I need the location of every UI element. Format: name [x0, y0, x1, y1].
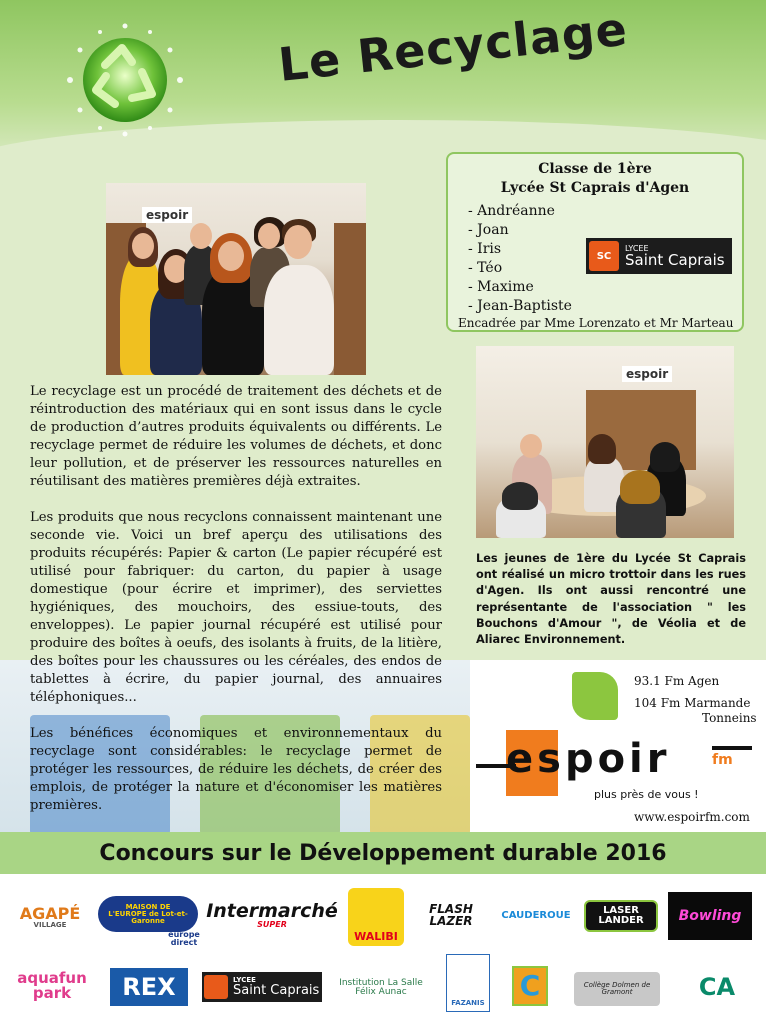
list-item: - Téo — [468, 260, 503, 276]
lycee-logo-big: Saint Caprais — [625, 250, 725, 269]
lycee-saint-caprais-logo — [586, 238, 732, 274]
hair — [620, 470, 660, 504]
person — [264, 265, 334, 375]
radio-panel — [470, 660, 766, 832]
espoir-sign: espoir — [142, 207, 192, 223]
radio-url: www.espoirfm.com — [634, 810, 750, 824]
group-photo — [106, 183, 366, 375]
face — [132, 233, 154, 259]
intermarche-name: Intermarché — [206, 899, 338, 922]
face — [284, 225, 312, 259]
class-info-box — [446, 152, 744, 332]
face — [258, 223, 280, 249]
frequency-agen: 93.1 Fm Agen — [634, 674, 720, 688]
article-paragraph: Le recyclage est un procédé de traitement des déchets et de réintroduction des matériaux qui en sont issus dans le cycle de production d’autres produits équivalents ou différents. Le recyclage permet de réduire les volumes de déchets, et donc leur pollution, et de préserver les ressources naturelles en réutilisant des matières premières déjà extraites. — [30, 384, 442, 489]
c-logo: C — [512, 966, 548, 1006]
fazanis-logo: FAZANIS — [446, 954, 490, 1012]
lycee-saint-caprais-sponsor-logo — [202, 972, 322, 1002]
logo-bar — [712, 746, 752, 750]
recycle-globe-icon — [60, 20, 190, 140]
contest-banner: Concours sur le Développement durable 2016 — [0, 832, 766, 874]
frequency-marmande: 104 Fm Marmande — [634, 696, 751, 710]
intermarche-logo — [204, 896, 340, 934]
lycee-sponsor-small: LYCEE — [233, 976, 256, 984]
college-dolmen-logo: Collège Dolmen de Gramont — [574, 972, 660, 1006]
agape-logo — [10, 892, 90, 942]
rex-logo: REX — [110, 968, 188, 1006]
frequency-tonneins: Tonneins — [702, 711, 757, 725]
felix-aunac-logo: Institution La Salle Félix Aunac — [339, 978, 423, 997]
face — [520, 434, 542, 458]
credit-agricole-logo: CA — [698, 973, 736, 1001]
logo-fm: fm — [712, 752, 733, 768]
lycee-sponsor-big: Saint Caprais — [233, 983, 320, 998]
hair — [650, 442, 680, 472]
list-item: - Iris — [468, 241, 502, 257]
logo-wordmark: espoir — [506, 736, 671, 782]
supervisors: Encadrée par Mme Lorenzato et Mr Marteau — [458, 316, 734, 330]
hair — [588, 434, 616, 464]
article-paragraph: Les produits que nous recyclons connaissent maintenant une seconde vie. Voici un bref aperçu des utilisations des produits récupérés: Papier & carton (Le papier récupéré est utilisé pour fabriquer: du carton, du papier à usage domestique (pour écrire et imprimer), des serviettes hygiéniques, des mouchoirs, des essiue-touts, des enveloppes). Le papier journal récupéré est utilisé pour produire des boîtes à oeufs, des isolants à fruits, de la litière, des boîtes pour les chaussures ou les céréales, des endos de tablettes à écrire, du papier journal, des annuaires téléphoniques... — [30, 510, 442, 705]
aquafun-park-logo: aquafun park — [17, 969, 87, 1002]
cauderoue-logo: CAUDEROUE — [501, 910, 571, 921]
maison-europe-logo: MAISON DE L'EUROPE de Lot-et-Garonne — [98, 896, 198, 932]
flash-lazer-logo: FLASH LAZER — [429, 902, 473, 928]
agape-name: AGAPÉ — [19, 903, 81, 923]
face — [218, 241, 244, 271]
europe-direct-logo: europe direct — [168, 930, 200, 947]
radio-slogan: plus près de vous ! — [594, 788, 699, 801]
class-name: Classe de 1ère — [538, 161, 652, 177]
studio-photo — [476, 346, 734, 538]
list-item: - Maxime — [468, 279, 534, 295]
list-item: - Joan — [468, 222, 509, 238]
bookshelf — [334, 223, 366, 375]
green-leaf-icon — [572, 672, 618, 720]
lycee-mark-icon — [204, 975, 228, 999]
agape-sub: VILLAGE — [33, 920, 67, 929]
face — [190, 223, 212, 249]
photo-caption: Les jeunes de 1ère du Lycée St Caprais ont réalisé un micro trottoir dans les rues d'Agen. Ils ont aussi rencontré une représentante de l'association " les Bouchons d'Amour ", de Véolia et de Aliarec Environnement. — [476, 552, 746, 647]
laser-lander-logo: LASER LANDER — [584, 900, 658, 932]
list-item: - Jean-Baptiste — [468, 298, 572, 314]
school-name: Lycée St Caprais d'Agen — [500, 180, 690, 196]
list-item: - Andréanne — [468, 203, 555, 219]
lycee-mark: SC — [589, 241, 619, 271]
bowling-logo: Bowling — [668, 892, 752, 940]
walibi-logo: WALIBI — [348, 888, 404, 946]
intermarche-sub: SUPER — [257, 919, 287, 929]
page-title: Le Recyclage — [275, 1, 631, 92]
hair — [502, 482, 538, 510]
article-paragraph: Les bénéfices économiques et environnementaux du recyclage sont considérables: le recyclage permet de protéger les ressources, de réduire les déchets, de créer des emplois, de protéger la nature et d'économiser les matières premières. — [30, 726, 442, 813]
sponsor-logos — [0, 874, 766, 1024]
lycee-logo-small: LYCEE — [625, 243, 649, 253]
espoir-sign: espoir — [622, 366, 672, 382]
article-body — [30, 383, 442, 833]
